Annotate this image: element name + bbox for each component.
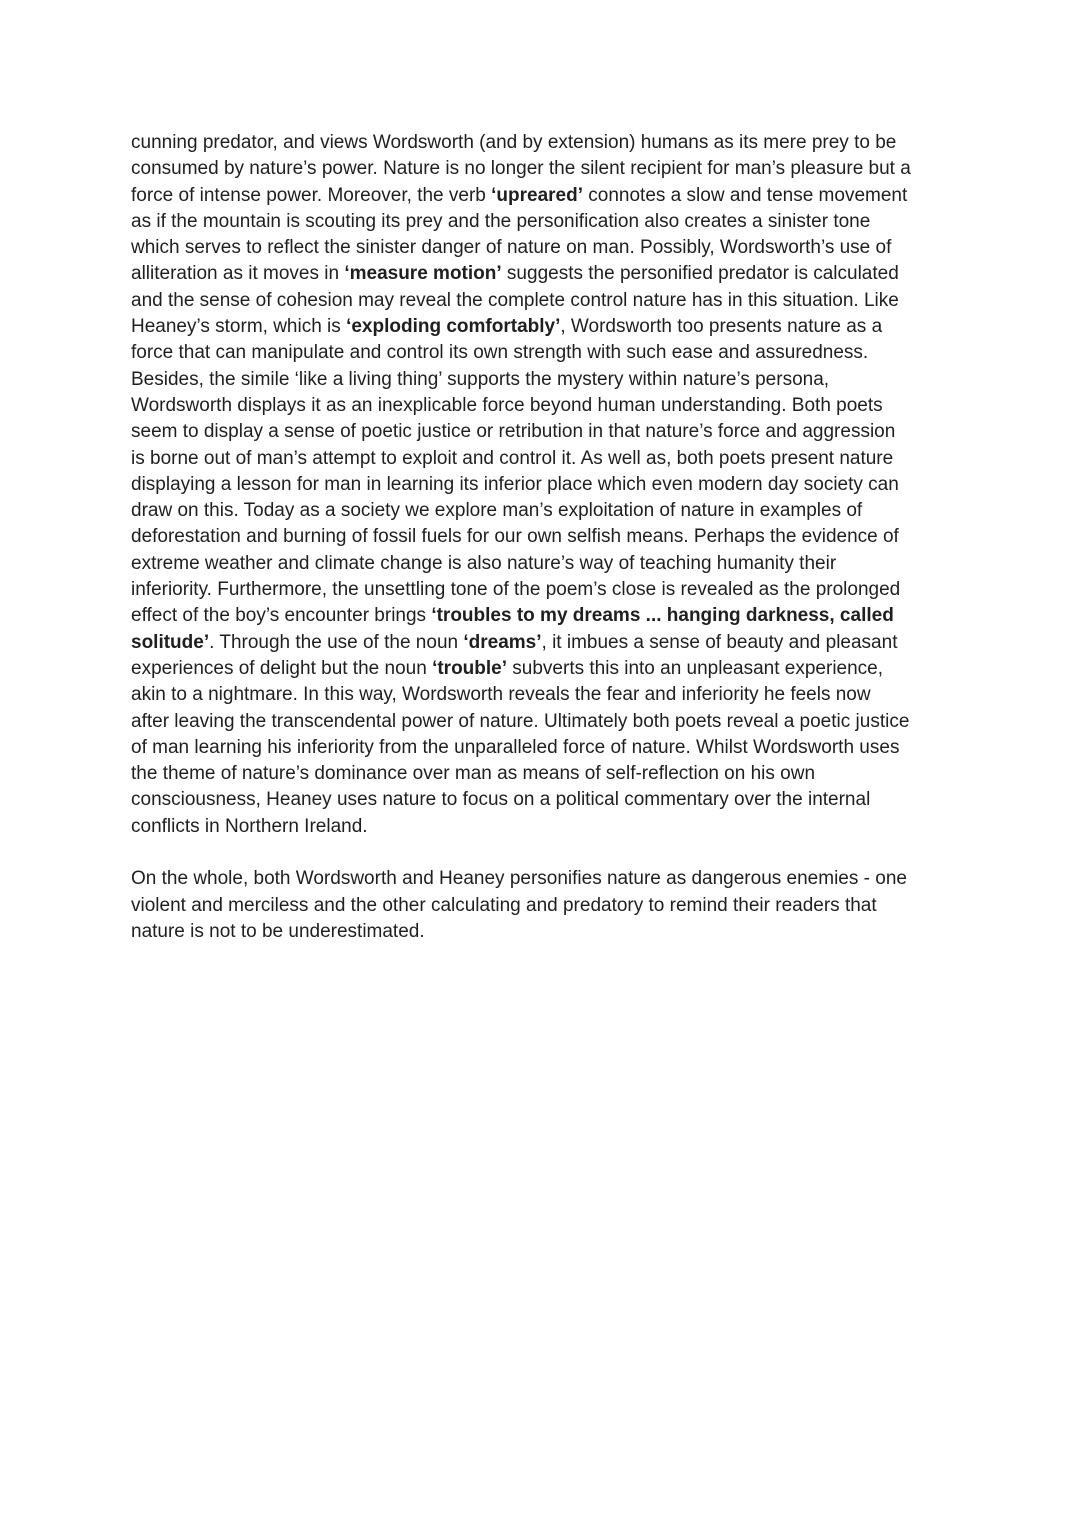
text-line bbox=[131, 446, 953, 472]
text-line bbox=[131, 735, 953, 761]
text-line bbox=[131, 156, 953, 182]
text-run: consumed by nature’s power. Nature is no longer the silent recipient for man’s pleasure but a bbox=[131, 158, 911, 180]
text-run: Besides, the simile ‘like a living thing’ supports the mystery within nature’s persona, bbox=[131, 368, 830, 390]
text-run: is borne out of man’s attempt to exploit and control it. As well as, both poets present nature bbox=[131, 447, 894, 469]
text-run: , Wordsworth too presents nature as a bbox=[560, 316, 883, 338]
text-line bbox=[131, 288, 953, 314]
text-run: conflicts in Northern Ireland. bbox=[131, 815, 368, 837]
text-run: Wordsworth displays it as an inexplicable force beyond human understanding. Both poets bbox=[131, 394, 883, 416]
text-run: seem to display a sense of poetic justice or retribution in that nature’s force and aggression bbox=[131, 421, 896, 443]
text-line bbox=[131, 524, 953, 550]
text-line bbox=[131, 314, 953, 340]
text-line bbox=[131, 472, 953, 498]
text-run: violent and merciless and the other calculating and predatory to remind their readers that bbox=[131, 894, 877, 916]
text-line bbox=[131, 919, 953, 945]
text-run: akin to a nightmare. In this way, Wordsworth reveals the fear and inferiority he feels now bbox=[131, 684, 871, 706]
text-run: draw on this. Today as a society we explore man’s exploitation of nature in examples of bbox=[131, 500, 863, 522]
essay-paragraph bbox=[131, 866, 953, 945]
text-line bbox=[131, 551, 953, 577]
text-run: nature is not to be underestimated. bbox=[131, 920, 425, 942]
text-line bbox=[131, 340, 953, 366]
text-line bbox=[131, 261, 953, 287]
quoted-phrase: ‘measure motion’ bbox=[344, 263, 502, 285]
quoted-phrase: ‘dreams’ bbox=[463, 631, 542, 653]
text-line bbox=[131, 235, 953, 261]
text-line bbox=[131, 761, 953, 787]
text-line bbox=[131, 130, 953, 156]
text-run: , it imbues a sense of beauty and pleasant bbox=[541, 631, 898, 653]
quoted-phrase: ‘trouble’ bbox=[432, 657, 508, 679]
text-line bbox=[131, 577, 953, 603]
text-run: extreme weather and climate change is also nature’s way of teaching humanity their bbox=[131, 552, 837, 574]
text-line bbox=[131, 498, 953, 524]
text-line bbox=[131, 393, 953, 419]
text-run: experiences of delight but the noun bbox=[131, 657, 433, 679]
text-run: alliteration as it moves in bbox=[131, 263, 345, 285]
essay-paragraph bbox=[131, 130, 953, 840]
quoted-phrase: ‘upreared’ bbox=[491, 184, 584, 206]
text-run: suggests the personified predator is calculated bbox=[501, 263, 899, 285]
text-run: deforestation and burning of fossil fuels for our own selfish means. Perhaps the evidence of bbox=[131, 526, 899, 548]
text-line bbox=[131, 183, 953, 209]
text-run: cunning predator, and views Wordsworth (and by extension) humans as its mere prey to be bbox=[131, 132, 897, 153]
text-run: which serves to reflect the sinister danger of nature on man. Possibly, Wordsworth’s use of bbox=[131, 237, 892, 259]
text-run: consciousness, Heaney uses nature to focus on a political commentary over the internal bbox=[131, 789, 871, 811]
text-line bbox=[131, 630, 953, 656]
text-line bbox=[131, 367, 953, 393]
text-line bbox=[131, 682, 953, 708]
quoted-phrase: ‘exploding comfortably’ bbox=[346, 316, 561, 338]
text-run: . Through the use of the noun bbox=[209, 631, 464, 653]
text-run: after leaving the transcendental power of nature. Ultimately both poets reveal a poetic justice bbox=[131, 710, 910, 732]
text-line bbox=[131, 709, 953, 735]
quoted-phrase: solitude’ bbox=[131, 631, 210, 653]
text-run: the theme of nature’s dominance over man as means of self-reflection on his own bbox=[131, 763, 816, 785]
text-line bbox=[131, 814, 953, 840]
text-run: effect of the boy’s encounter brings bbox=[131, 605, 432, 627]
text-run: as if the mountain is scouting its prey and the personification also creates a sinister tone bbox=[131, 210, 871, 232]
text-run: inferiority. Furthermore, the unsettling tone of the poem’s close is revealed as the prolonged bbox=[131, 579, 901, 601]
text-line bbox=[131, 419, 953, 445]
text-line bbox=[131, 209, 953, 235]
text-line bbox=[131, 603, 953, 629]
quoted-phrase: ‘troubles to my dreams ... hanging darkness, called bbox=[431, 605, 894, 627]
text-line bbox=[131, 893, 953, 919]
text-line bbox=[131, 787, 953, 813]
text-run: subverts this into an unpleasant experience, bbox=[507, 657, 884, 679]
text-run: force that can manipulate and control its own strength with such ease and assuredness. bbox=[131, 342, 869, 364]
essay-body bbox=[131, 130, 953, 945]
text-run: Heaney’s storm, which is bbox=[131, 316, 347, 338]
text-line bbox=[131, 866, 953, 892]
text-run: On the whole, both Wordsworth and Heaney personifies nature as dangerous enemies - one bbox=[131, 868, 907, 890]
text-run: and the sense of cohesion may reveal the complete control nature has in this situation. Like bbox=[131, 289, 899, 311]
text-line bbox=[131, 656, 953, 682]
text-run: force of intense power. Moreover, the verb bbox=[131, 184, 492, 206]
text-run: connotes a slow and tense movement bbox=[583, 184, 908, 206]
text-run: of man learning his inferiority from the unparalleled force of nature. Whilst Wordsworth uses bbox=[131, 736, 900, 758]
text-run: displaying a lesson for man in learning its inferior place which even modern day society can bbox=[131, 473, 899, 495]
